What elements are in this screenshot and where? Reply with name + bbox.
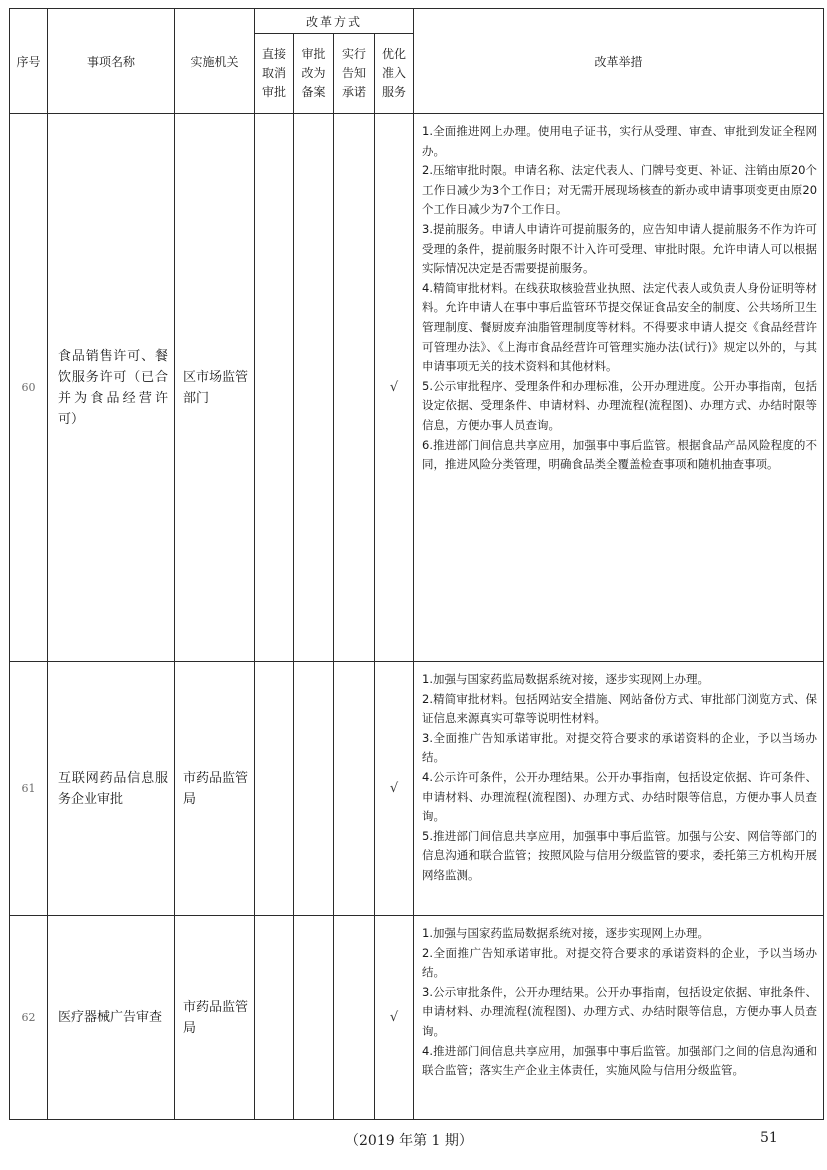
header-seq: 序号	[10, 9, 48, 114]
row-agency: 市药品监管局	[175, 662, 255, 916]
header-mode-notification: 实行 告知 承诺	[334, 34, 375, 114]
header-mode-optimize: 优化 准入 服务	[375, 34, 414, 114]
header-mode-filing: 审批 改为 备案	[294, 34, 334, 114]
row-item-name: 医疗器械广告审查	[48, 916, 175, 1120]
row-seq: 60	[10, 114, 48, 662]
row-item-name: 互联网药品信息服务企业审批	[48, 662, 175, 916]
row-mode-notification	[334, 662, 375, 916]
page-number: 51	[760, 1130, 778, 1146]
row-mode-cancel	[255, 114, 294, 662]
header-reform-mode: 改革方式	[255, 9, 414, 34]
row-agency: 区市场监管部门	[175, 114, 255, 662]
table-row	[10, 916, 824, 1120]
page-footer	[0, 1130, 827, 1150]
checkmark: √	[375, 114, 414, 662]
checkmark: √	[375, 916, 414, 1120]
header-agency: 实施机关	[175, 9, 255, 114]
row-seq: 61	[10, 662, 48, 916]
header-mode-cancel: 直接 取消 审批	[255, 34, 294, 114]
row-mode-notification	[334, 114, 375, 662]
row-measures: 1.全面推进网上办理。使用电子证书，实行从受理、审查、审批到发证全程网办。 2.压缩审批时限。申请名称、法定代表人、门牌号变更、补证、注销由原20个工作日减少为3个工作日；对无需开展现场核查的新办或申请事项变更由原20个工作日减少为7个工作日。 3.提前服务。申请人申请许可提前服务的，应告知申请人提前服务不作为许可受理的条件，提前服务时限不计入许可受理、审批时限。允许申请人可以根据实际情况决定是否需要提前服务。 4.精简审批材料。在线获取核验营业执照、法定代表人或负责人身份证明等材料。允许申请人在事中事后监管环节提交保证食品安全的制度、公共场所卫生管理制度、餐厨废弃油脂管理制度等材料。不得要求申请人提交《食品经营许可管理办法》、《上海市食品经营许可管理实施办法(试行)》规定以外的，与其申请事项无关的技术资料和其他材料。 5.公示审批程序、受理条件和办理标准，公开办理进度。公开办事指南，包括设定依据、受理条件、申请材料、办理流程(流程图)、办理方式、办结时限等信息，方便办事人员查询。 6.推进部门间信息共享应用，加强事中事后监管。根据食品产品风险程度的不同，推进风险分类管理，明确食品类全覆盖检查事项和随机抽查事项。	[414, 114, 824, 662]
table-row	[10, 114, 824, 662]
row-mode-filing	[294, 114, 334, 662]
row-mode-filing	[294, 662, 334, 916]
row-agency: 市药品监管局	[175, 916, 255, 1120]
checkmark: √	[375, 662, 414, 916]
row-measures: 1.加强与国家药监局数据系统对接，逐步实现网上办理。 2.全面推广告知承诺审批。对提交符合要求的承诺资料的企业，予以当场办结。 3.公示审批条件，公开办理结果。公开办事指南，包括设定依据、审批条件、申请材料、办理流程(流程图)、办理方式、办结时限等信息，方便办事人员查询。 4.推进部门间信息共享应用，加强事中事后监管。加强部门之间的信息沟通和联合监管；落实生产企业主体责任，实施风险与信用分级监管。	[414, 916, 824, 1120]
row-seq: 62	[10, 916, 48, 1120]
row-item-name: 食品销售许可、餐饮服务许可（已合并为食品经营许可）	[48, 114, 175, 662]
issue-label: （2019 年第 1 期）	[345, 1133, 473, 1149]
header-item-name: 事项名称	[48, 9, 175, 114]
row-mode-cancel	[255, 916, 294, 1120]
row-measures: 1.加强与国家药监局数据系统对接，逐步实现网上办理。 2.精简审批材料。包括网站安全措施、网站备份方式、审批部门浏览方式、保证信息来源真实可靠等说明性材料。 3.全面推广告知承诺审批。对提交符合要求的承诺资料的企业，予以当场办结。 4.公示许可条件，公开办理结果。公开办事指南，包括设定依据、许可条件、申请材料、办理流程(流程图)、办理方式、办结时限等信息，方便办事人员查询。 5.推进部门间信息共享应用，加强事中事后监管。加强与公安、网信等部门的信息沟通和联合监管；按照风险与信用分级监管的要求，委托第三方机构开展网络监测。	[414, 662, 824, 916]
reform-table	[9, 8, 824, 1120]
row-mode-notification	[334, 916, 375, 1120]
header-measures: 改革举措	[414, 9, 824, 114]
row-mode-cancel	[255, 662, 294, 916]
table-row	[10, 662, 824, 916]
row-mode-filing	[294, 916, 334, 1120]
